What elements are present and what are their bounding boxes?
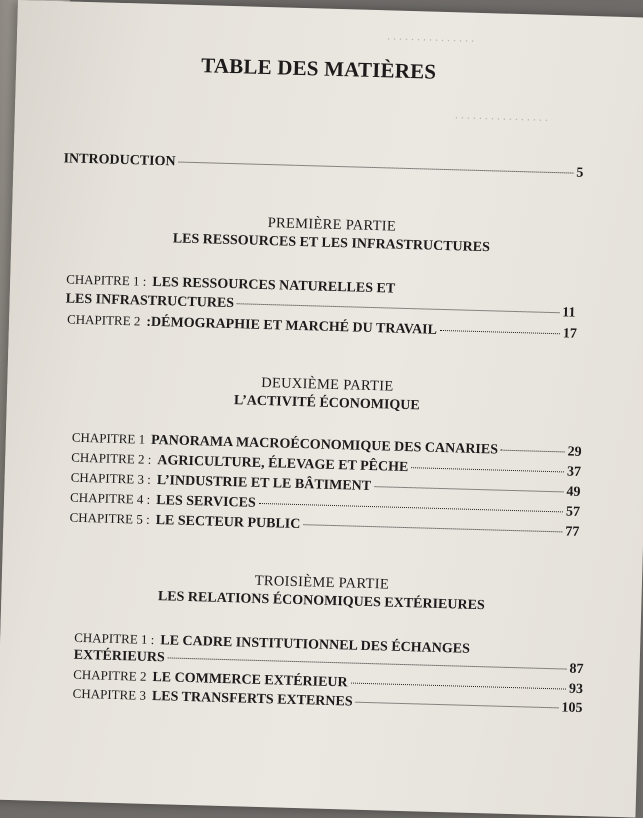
page-number: 93 — [568, 681, 584, 698]
page-number: 5 — [576, 165, 584, 181]
part-label: TROISIÈME PARTIE — [254, 572, 390, 593]
page-number: 87 — [569, 661, 584, 678]
chapter-number: CHAPITRE 1 — [71, 429, 146, 447]
dot-leader — [411, 467, 564, 472]
page-number: 77 — [565, 524, 580, 540]
dot-leader — [179, 162, 574, 174]
part-label: PREMIÈRE PARTIE — [267, 215, 397, 235]
entry-title: EXTÉRIEURS — [73, 647, 165, 666]
bleed-through-text: . . . . . . . . . . . . . . . . — [454, 107, 549, 124]
chapter-number: CHAPITRE 2 — [66, 311, 141, 329]
entry-title: INTRODUCTION — [63, 151, 176, 170]
page-number: 11 — [562, 305, 576, 321]
chapter-number: CHAPITRE 4 : — [69, 489, 151, 507]
entry-title: LE COMMERCE EXTÉRIEUR — [152, 670, 348, 691]
dot-leader — [501, 450, 565, 453]
page-number: 57 — [565, 504, 581, 520]
chapter-number: CHAPITRE 3 — [72, 685, 147, 703]
page-number: 17 — [562, 326, 578, 342]
entry-title: LES INFRASTRUCTURES — [65, 291, 235, 312]
dot-leader — [374, 486, 563, 492]
page-number: 105 — [561, 700, 583, 717]
chapter-number: CHAPITRE 2 : — [71, 449, 152, 467]
entry-title: LES RESSOURCES NATURELLES ET — [152, 274, 396, 297]
entry-title: LES TRANSFERTS EXTERNES — [151, 689, 353, 710]
entry-title: PANORAMA MACROÉCONOMIQUE DES CANARIES — [150, 432, 499, 458]
chapter-number: CHAPITRE 1 : — [74, 629, 155, 648]
part-title: L’ACTIVITÉ ÉCONOMIQUE — [233, 393, 420, 414]
chapter-number: CHAPITRE 2 — [72, 666, 147, 684]
page-number: 49 — [566, 484, 581, 500]
toc-entry-introduction[interactable] — [63, 151, 583, 182]
entry-title: LES SERVICES — [156, 493, 256, 511]
part-title: LES RESSOURCES ET LES INFRASTRUCTURES — [172, 231, 491, 256]
page-number: 29 — [567, 444, 582, 460]
dot-leader — [237, 303, 559, 313]
entry-title: LE CADRE INSTITUTIONNEL DES ÉCHANGES — [160, 633, 471, 657]
dot-leader — [303, 524, 562, 532]
bleed-through-text: . . . . . . . . . . . . . . . — [386, 28, 475, 45]
dot-leader — [168, 657, 567, 669]
dot-leader — [356, 702, 559, 709]
page-title: TABLE DES MATIÈRES — [200, 53, 437, 84]
entry-title: AGRICULTURE, ÉLEVAGE ET PÊCHE — [157, 453, 409, 476]
dot-leader — [259, 503, 563, 512]
page-number: 37 — [566, 464, 582, 480]
dot-leader — [440, 330, 560, 334]
dot-leader — [351, 683, 566, 690]
part-heading — [121, 211, 542, 258]
part-label: DEUXIÈME PARTIE — [260, 374, 394, 395]
chapter-number: CHAPITRE 1 : — [66, 271, 147, 289]
chapter-number: CHAPITRE 3 : — [70, 469, 152, 487]
part-title: LES RELATIONS ÉCONOMIQUES EXTÉRIEURES — [157, 589, 485, 614]
chapter-number: CHAPITRE 5 : — [69, 509, 150, 527]
entry-title: L’INDUSTRIE ET LE BÂTIMENT — [156, 473, 372, 495]
part-heading — [111, 569, 532, 616]
entry-title: :DÉMOGRAPHIE ET MARCHÉ DU TRAVAIL — [146, 314, 438, 338]
entry-title: LE SECTEUR PUBLIC — [155, 513, 301, 533]
part-heading — [117, 371, 538, 418]
